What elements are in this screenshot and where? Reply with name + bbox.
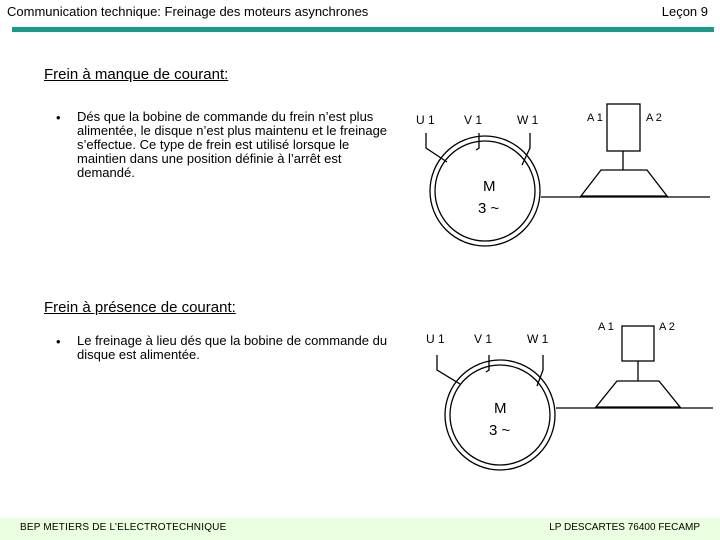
wire-u1 <box>437 355 460 384</box>
wire-v1 <box>486 355 489 372</box>
wire-w1 <box>522 133 530 165</box>
motor-label: M <box>494 400 507 417</box>
section1-title: Frein à manque de courant: <box>44 66 229 83</box>
coil-terminal-a1: A 1 <box>587 112 603 124</box>
brake-coil-box <box>607 104 640 151</box>
wire-u1 <box>426 133 447 162</box>
terminal-v1: V 1 <box>474 332 493 346</box>
brake-disc <box>581 170 667 196</box>
motor-label: M <box>483 178 496 195</box>
section2-text: Le freinage à lieu dés que la bobine de commande du disque est alimentée. <box>77 333 388 362</box>
section1-bullet: • <box>56 110 61 125</box>
footer-school-program: BEP METIERS DE L’ELECTROTECHNIQUE <box>20 522 227 533</box>
terminal-v1: V 1 <box>464 113 483 127</box>
section1-text: Dés que la bobine de commande du frein n’est plus alimentée, le disque n’est plus maintenu et le freinage s’effectue. Ce type de frein est utilisé lorsque le maintien dans une position définie à l’arrêt est demandé. <box>77 109 388 180</box>
lesson-label: Leçon 9 <box>661 4 708 19</box>
terminal-u1: U 1 <box>426 332 445 346</box>
terminal-w1: W 1 <box>527 332 549 346</box>
section2-bullet: • <box>56 334 61 349</box>
motor-phase: 3 ~ <box>489 422 511 439</box>
footer-school-name: LP DESCARTES 76400 FECAMP <box>549 522 700 533</box>
terminal-u1: U 1 <box>416 113 435 127</box>
brake-coil-box <box>622 326 654 361</box>
coil-terminal-a1: A 1 <box>598 321 614 333</box>
coil-terminal-a2: A 2 <box>646 112 662 124</box>
motor-phase: 3 ~ <box>478 200 500 217</box>
wire-w1 <box>537 355 543 386</box>
coil-terminal-a2: A 2 <box>659 321 675 333</box>
terminal-w1: W 1 <box>517 113 539 127</box>
header-title: Communication technique: Freinage des moteurs asynchrones <box>7 4 369 19</box>
section2-title: Frein à présence de courant: <box>44 299 236 316</box>
brake-disc <box>596 381 680 407</box>
motor-diagram-2 <box>437 326 713 470</box>
